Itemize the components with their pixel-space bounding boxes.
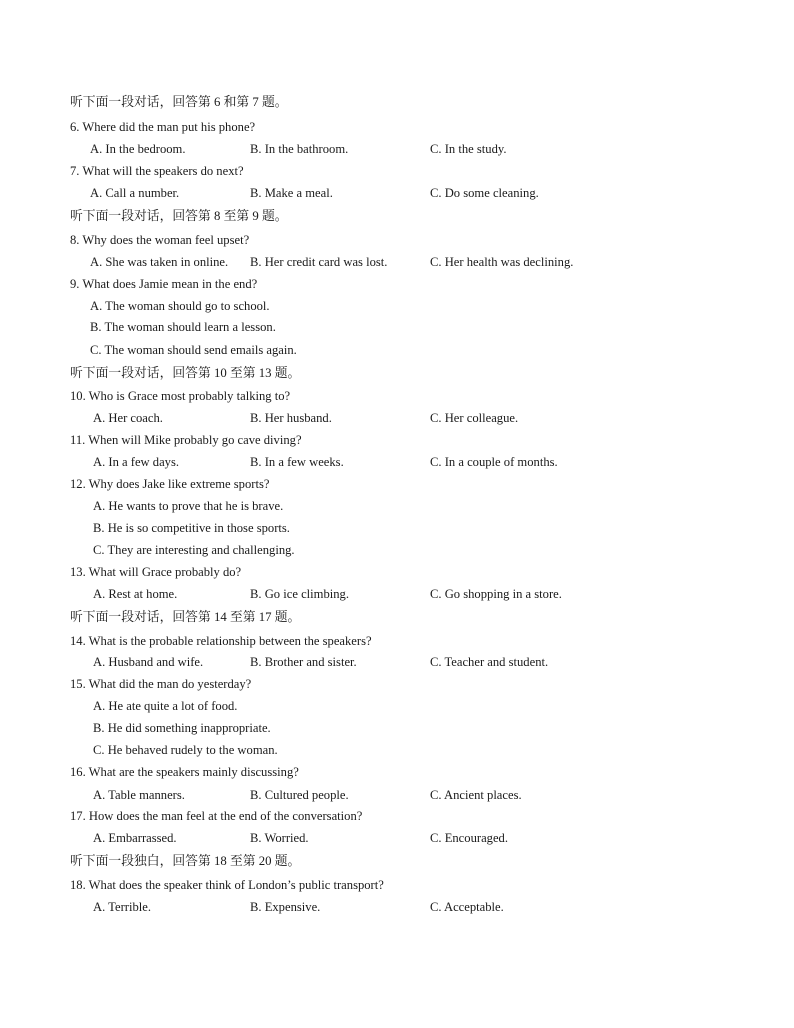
option-b: B. Expensive. — [250, 900, 321, 914]
section-header: 听下面一段对话，回答第 8 至第 9 题。 — [70, 209, 288, 223]
question-stem: 18. What does the speaker think of London’s public transport? — [70, 878, 384, 892]
option-a: A. He ate quite a lot of food. — [93, 699, 238, 713]
option-b: B. He did something inappropriate. — [93, 721, 271, 735]
option-c: C. He behaved rudely to the woman. — [93, 743, 278, 757]
section-header: 听下面一段对话，回答第 10 至第 13 题。 — [70, 366, 301, 380]
option-c: C. Go shopping in a store. — [430, 587, 562, 601]
option-b: B. The woman should learn a lesson. — [90, 320, 276, 334]
option-a: A. He wants to prove that he is brave. — [93, 499, 284, 513]
section-header: 听下面一段对话，回答第 14 至第 17 题。 — [70, 610, 301, 624]
question-stem: 16. What are the speakers mainly discussing? — [70, 765, 299, 779]
option-b: B. In the bathroom. — [250, 142, 349, 156]
question-stem: 11. When will Mike probably go cave diving? — [70, 433, 302, 447]
option-c: C. In the study. — [430, 142, 507, 156]
option-a: A. Embarrassed. — [93, 831, 177, 845]
option-b: B. Brother and sister. — [250, 655, 357, 669]
option-c: C. Her colleague. — [430, 411, 519, 425]
option-c: C. In a couple of months. — [430, 455, 558, 469]
question-stem: 8. Why does the woman feel upset? — [70, 233, 250, 247]
option-c: C. Do some cleaning. — [430, 186, 539, 200]
option-b: B. Make a meal. — [250, 186, 333, 200]
option-b: B. He is so competitive in those sports. — [93, 521, 290, 535]
option-c: C. Ancient places. — [430, 788, 522, 802]
option-b: B. Go ice climbing. — [250, 587, 349, 601]
option-c: C. Encouraged. — [430, 831, 508, 845]
question-stem: 15. What did the man do yesterday? — [70, 677, 252, 691]
option-c: C. Teacher and student. — [430, 655, 549, 669]
option-a: A. In a few days. — [93, 455, 180, 469]
option-b: B. Worried. — [250, 831, 309, 845]
option-a: A. Rest at home. — [93, 587, 178, 601]
option-a: A. Terrible. — [93, 900, 151, 914]
option-b: B. Cultured people. — [250, 788, 349, 802]
question-stem: 13. What will Grace probably do? — [70, 565, 242, 579]
question-stem: 12. Why does Jake like extreme sports? — [70, 477, 270, 491]
option-c: C. Acceptable. — [430, 900, 504, 914]
section-header: 听下面一段对话，回答第 6 和第 7 题。 — [70, 95, 288, 109]
question-stem: 17. How does the man feel at the end of the conversation? — [70, 809, 363, 823]
option-c: C. They are interesting and challenging. — [93, 543, 295, 557]
option-a: A. She was taken in online. — [90, 255, 229, 269]
question-stem: 9. What does Jamie mean in the end? — [70, 277, 258, 291]
question-stem: 10. Who is Grace most probably talking to? — [70, 389, 291, 403]
section-header: 听下面一段独白，回答第 18 至第 20 题。 — [70, 854, 301, 868]
option-a: A. Table manners. — [93, 788, 185, 802]
question-stem: 14. What is the probable relationship between the speakers? — [70, 634, 372, 648]
option-a: A. Call a number. — [90, 186, 180, 200]
option-a: A. Her coach. — [93, 411, 163, 425]
option-a: A. In the bedroom. — [90, 142, 186, 156]
option-c: C. Her health was declining. — [430, 255, 574, 269]
option-c: C. The woman should send emails again. — [90, 343, 297, 357]
option-a: A. Husband and wife. — [93, 655, 204, 669]
option-b: B. Her credit card was lost. — [250, 255, 388, 269]
option-b: B. Her husband. — [250, 411, 332, 425]
question-stem: 7. What will the speakers do next? — [70, 164, 244, 178]
option-a: A. The woman should go to school. — [90, 299, 270, 313]
option-b: B. In a few weeks. — [250, 455, 344, 469]
question-stem: 6. Where did the man put his phone? — [70, 120, 256, 134]
